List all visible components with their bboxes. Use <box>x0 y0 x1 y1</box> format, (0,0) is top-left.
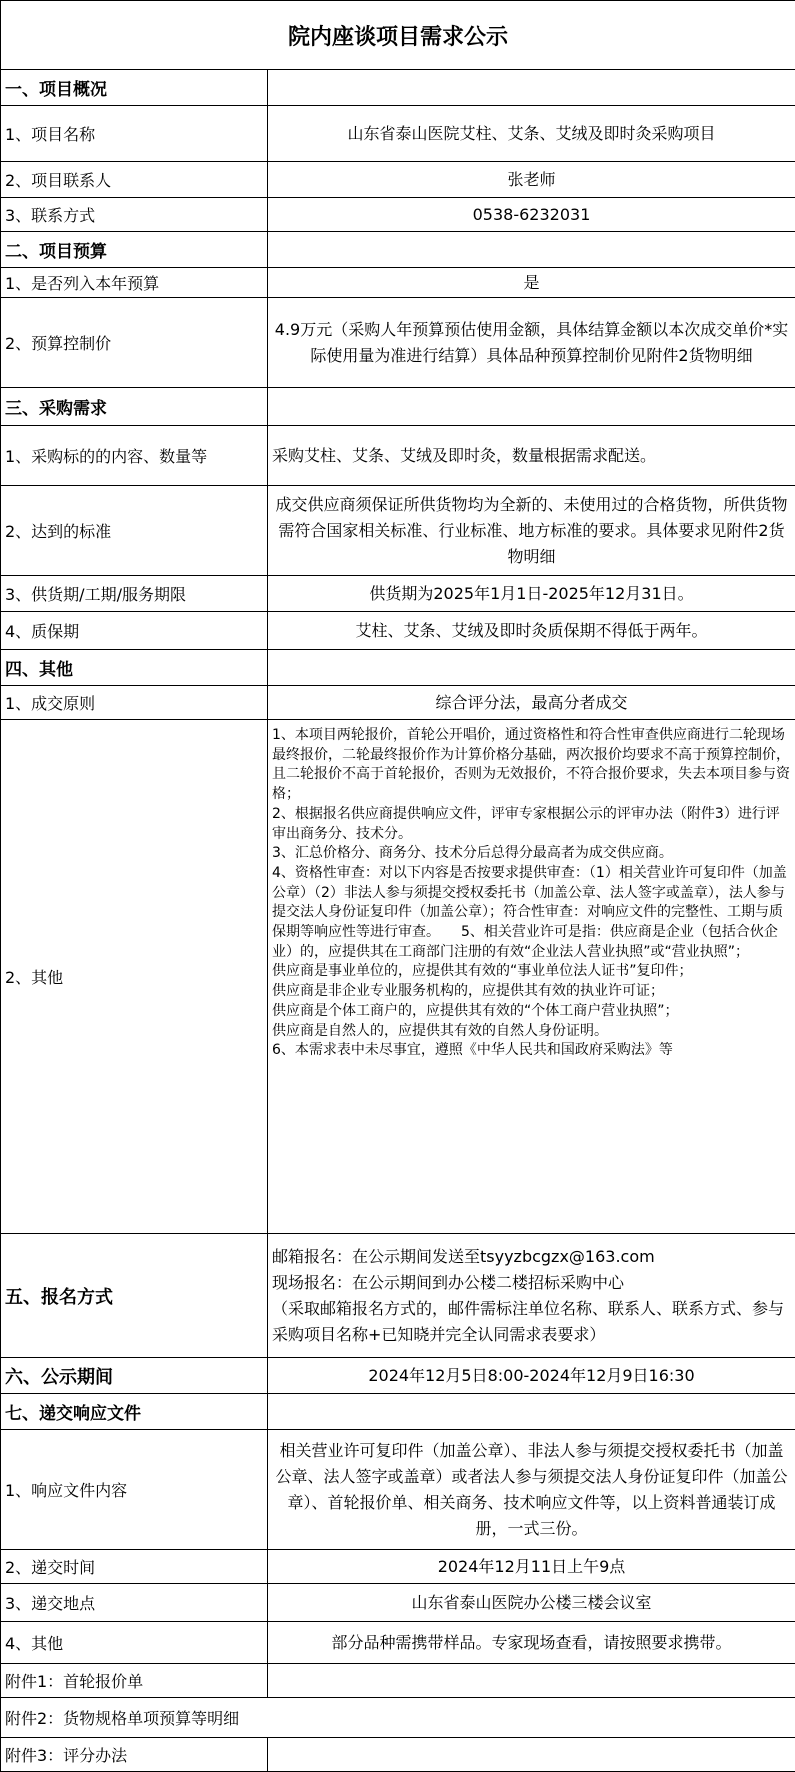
row-value: 1、本项目两轮报价，首轮公开唱价，通过资格性和符合性审查供应商进行二轮现场最终报价，二轮最终报价作为计算价格分基础，两次报价均要求不高于预算控制价，且二轮报价不高于首轮报价，否则为无效报价，不符合报价要求，失去本项目参与资格； 2、根据报名供应商提供响应文件，评审专家根据公示的评审办法（附件3）进行评审出商务分、技术分。 3、汇总价格分、商务分、技术分后总得分最高者为成交供应商。 4、资格性审查：对以下内容是否按要求提供审查：（1）相关营业许可复印件（加盖公章）（2）非法人参与须提交授权委托书（加盖公章、法人签字或盖章），法人参与提交法人身份证复印件（加盖公章）；符合性审查：对响应文件的完整性、工期与质保期等响应性等进行审查。 5、相关营业许可是指：供应商是企业（包括合伙企业）的，应提供其在工商部门注册的有效“企业法人营业执照”或“营业执照”； 供应商是事业单位的，应提供其有效的“事业单位法人证书”复印件； 供应商是非企业专业服务机构的，应提供其有效的执业许可证； 供应商是个体工商户的，应提供其有效的“个体工商户营业执照”； 供应商是自然人的，应提供其有效的自然人身份证明。 6、本需求表中未尽事宜，遵照《中华人民共和国政府采购法》等 <box>268 720 795 1234</box>
section-heading: 七、递交响应文件 <box>1 1394 268 1430</box>
table-row <box>1 720 795 1234</box>
row-value: 山东省泰山医院艾柱、艾条、艾绒及即时灸采购项目 <box>268 106 795 162</box>
table-row <box>1 298 795 388</box>
row-label: 2、递交时间 <box>1 1550 268 1584</box>
attachment-row <box>1 1738 795 1772</box>
section-heading: 一、项目概况 <box>1 70 268 106</box>
row-value: 2024年12月11日上午9点 <box>268 1550 795 1584</box>
row-value: 成交供应商须保证所供货物均为全新的、未使用过的合格货物，所供货物需符合国家相关标准、行业标准、地方标准的要求。具体要求见附件2货物明细 <box>268 486 795 576</box>
section-heading: 三、采购需求 <box>1 388 268 426</box>
row-value: 部分品种需携带样品。专家现场查看，请按照要求携带。 <box>268 1622 795 1664</box>
table-row <box>1 1584 795 1622</box>
empty-cell <box>268 1394 795 1430</box>
table-row <box>1 198 795 232</box>
table-row <box>1 486 795 576</box>
table-row <box>1 1550 795 1584</box>
empty-cell <box>268 388 795 426</box>
empty-cell <box>268 232 795 268</box>
section-row <box>1 70 795 106</box>
section-heading: 四、其他 <box>1 650 268 686</box>
row-label: 4、质保期 <box>1 612 268 650</box>
row-label: 3、联系方式 <box>1 198 268 232</box>
table-row <box>1 268 795 298</box>
row-value: 张老师 <box>268 162 795 198</box>
attachment-label: 附件1：首轮报价单 <box>1 1664 268 1698</box>
section-row <box>1 232 795 268</box>
attachment-row <box>1 1664 795 1698</box>
row-value: 艾柱、艾条、艾绒及即时灸质保期不得低于两年。 <box>268 612 795 650</box>
row-label: 2、项目联系人 <box>1 162 268 198</box>
section-heading: 二、项目预算 <box>1 232 268 268</box>
row-label: 1、采购标的的内容、数量等 <box>1 426 268 486</box>
section-heading: 五、报名方式 <box>1 1234 268 1358</box>
row-value: 0538-6232031 <box>268 198 795 232</box>
row-label: 2、达到的标准 <box>1 486 268 576</box>
empty-cell <box>268 70 795 106</box>
registration-value: 邮箱报名：在公示期间发送至tsyyzbcgzx@163.com 现场报名：在公示期间到办公楼二楼招标采购中心 （采取邮箱报名方式的，邮件需标注单位名称、联系人、联系方式、参与采购项目名称+已知晓并完全认同需求表要求） <box>268 1234 795 1358</box>
table-row <box>1 1358 795 1394</box>
empty-cell <box>268 1664 795 1698</box>
empty-cell <box>268 650 795 686</box>
attachment-label: 附件3：评分办法 <box>1 1738 268 1772</box>
title-row <box>1 1 795 70</box>
table-row <box>1 426 795 486</box>
row-label: 1、响应文件内容 <box>1 1430 268 1550</box>
row-label: 1、是否列入本年预算 <box>1 268 268 298</box>
table-row <box>1 1430 795 1550</box>
section-row <box>1 1394 795 1430</box>
row-label: 2、其他 <box>1 720 268 1234</box>
row-label: 1、项目名称 <box>1 106 268 162</box>
table-row <box>1 612 795 650</box>
section-row <box>1 650 795 686</box>
publicity-value: 2024年12月5日8:00-2024年12月9日16:30 <box>268 1358 795 1394</box>
row-label: 2、预算控制价 <box>1 298 268 388</box>
table-row <box>1 686 795 720</box>
row-label: 3、递交地点 <box>1 1584 268 1622</box>
attachment-label: 附件2：货物规格单项预算等明细 <box>1 1698 795 1738</box>
table-row <box>1 576 795 612</box>
page-title: 院内座谈项目需求公示 <box>1 1 795 70</box>
section-row <box>1 388 795 426</box>
row-label: 4、其他 <box>1 1622 268 1664</box>
empty-cell <box>268 1738 795 1772</box>
row-label: 3、供货期/工期/服务期限 <box>1 576 268 612</box>
table-row <box>1 162 795 198</box>
row-value: 山东省泰山医院办公楼三楼会议室 <box>268 1584 795 1622</box>
row-value: 供货期为2025年1月1日-2025年12月31日。 <box>268 576 795 612</box>
table-row <box>1 106 795 162</box>
attachment-row <box>1 1698 795 1738</box>
row-label: 1、成交原则 <box>1 686 268 720</box>
row-value: 采购艾柱、艾条、艾绒及即时灸，数量根据需求配送。 <box>268 426 795 486</box>
table-row <box>1 1622 795 1664</box>
row-value: 是 <box>268 268 795 298</box>
row-value: 综合评分法，最高分者成交 <box>268 686 795 720</box>
section-heading: 六、公示期间 <box>1 1358 268 1394</box>
row-value: 相关营业许可复印件（加盖公章）、非法人参与须提交授权委托书（加盖公章、法人签字或盖章）或者法人参与须提交法人身份证复印件（加盖公章）、首轮报价单、相关商务、技术响应文件等，以上资料普通装订成册，一式三份。 <box>268 1430 795 1550</box>
row-value: 4.9万元（采购人年预算预估使用金额，具体结算金额以本次成交单价*实际使用量为准进行结算）具体品种预算控制价见附件2货物明细 <box>268 298 795 388</box>
table-row <box>1 1234 795 1358</box>
